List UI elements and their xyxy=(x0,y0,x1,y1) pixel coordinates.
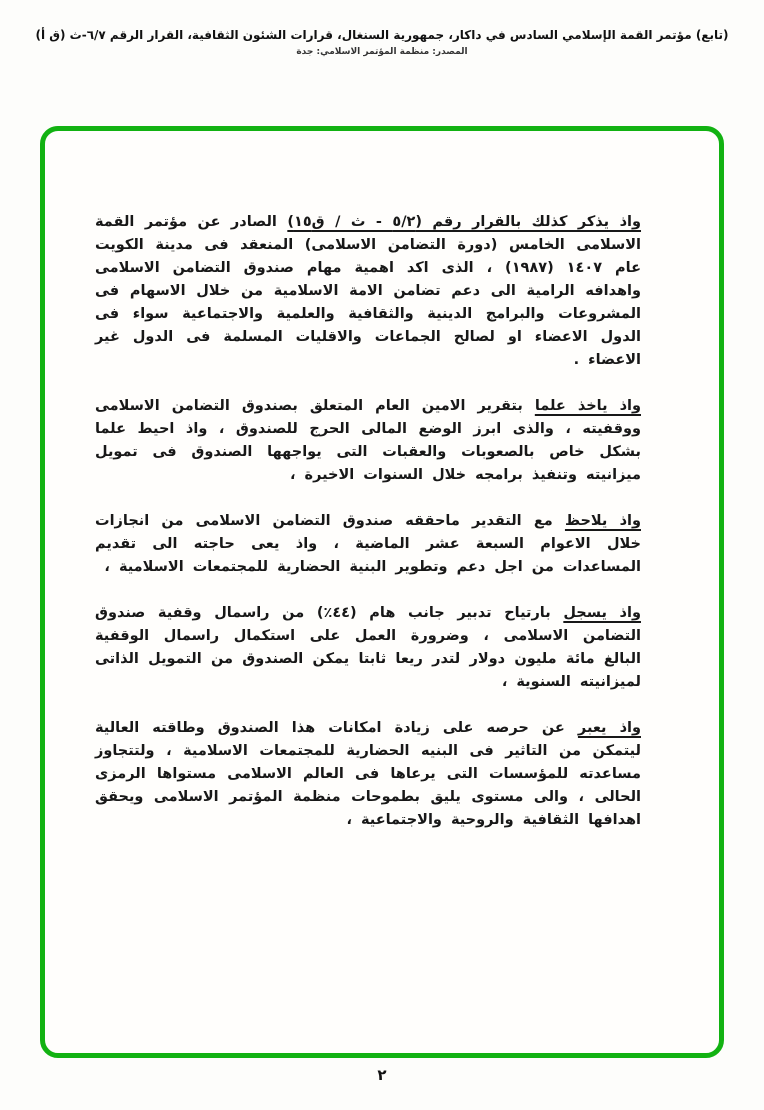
paragraph xyxy=(95,510,641,579)
paragraph-lead: واذ يسجل xyxy=(563,605,641,621)
page-number: ٢ xyxy=(377,1066,387,1084)
paragraph xyxy=(95,211,641,372)
paragraph-body: الصادر عن مؤتمر القمة الاسلامى الخامس (دورة التضامن الاسلامى) المنعقد فى مدينة الكويت عام ١٤٠٧ (١٩٨٧) ، الذى اكد اهمية مهام صندوق التضامن الاسلامى واهدافه الرامية الى دعم تضامن الامة الاسلامية من خلال الاسهام فى المشروعات والبرامج الدينية والثقافية والعلمية والاجتماعية سواء فى الدول الاعضاء او لصالح الجماعات والاقليات المسلمة فى الدول غير الاعضاء . xyxy=(95,214,641,368)
document-header xyxy=(0,28,764,57)
paragraph-body: مع التقدير ماحققه صندوق التضامن الاسلامى من انجازات خلال الاعوام السبعة عشر الماضية ، واذ يعى حاجته الى تقديم المساعدات من اجل دعم وتطوير البنية الحضارية للمجتمعات الاسلامية ، xyxy=(95,513,641,575)
green-border-frame xyxy=(40,126,724,1058)
paragraph-body: بتقرير الامين العام المتعلق بصندوق التضامن الاسلامى ووقفيته ، والذى ابرز الوضع المالى الحرج للصندوق ، واذ احيط علما بشكل خاص بالصعوبات والعقبات التى يواجهها الصندوق فى تمويل ميزانيته وتنفيذ برامجه خلال السنوات الاخيرة ، xyxy=(95,398,641,483)
paragraph-lead: واذ يعبر xyxy=(577,720,641,736)
paragraph xyxy=(95,717,641,832)
paragraph-lead: واذ يلاحظ xyxy=(564,513,641,529)
header-source: المصدر: منظمة المؤتمر الاسلامي: جدة xyxy=(296,47,468,57)
header-title: (تابع) مؤتمر القمة الإسلامي السادس في داكار، جمهورية السنغال، قرارات الشئون الثقافية، القرار الرقم ٦/٧-ث (ق أ) xyxy=(35,28,729,42)
document-body xyxy=(95,211,641,855)
paragraph-body: عن حرصه على زيادة امكانات هذا الصندوق وطاقته العالية ليتمكن من التاثير فى البنيه الحضارية للمجتمعات الاسلامية ، ولتتجاوز مساعدته للمؤسسات التى يرعاها فى العالم الاسلامى مستواها الرمزى الحالى ، والى مستوى يليق بطموحات منظمة المؤتمر الاسلامى ويحقق اهدافها الثقافية والروحية والاجتماعية ، xyxy=(95,720,641,828)
document-page xyxy=(0,28,764,1084)
paragraph xyxy=(95,602,641,694)
paragraph-lead: واذ ياخذ علما xyxy=(534,398,641,414)
paragraph-body: بارتياح تدبير جانب هام (٤٤٪) من راسمال وقفية صندوق التضامن الاسلامى ، وضرورة العمل على استكمال راسمال الوقفية البالغ مائة مليون دولار لتدر ريعا ثابتا يمكن الصندوق من التمويل الذاتى لميزانيته السنوية ، xyxy=(95,605,641,690)
paragraph-lead: واذ يذكر كذلك بالقرار رقم (٥/٢ - ث / ق١٥) xyxy=(287,214,642,230)
paragraph xyxy=(95,395,641,487)
